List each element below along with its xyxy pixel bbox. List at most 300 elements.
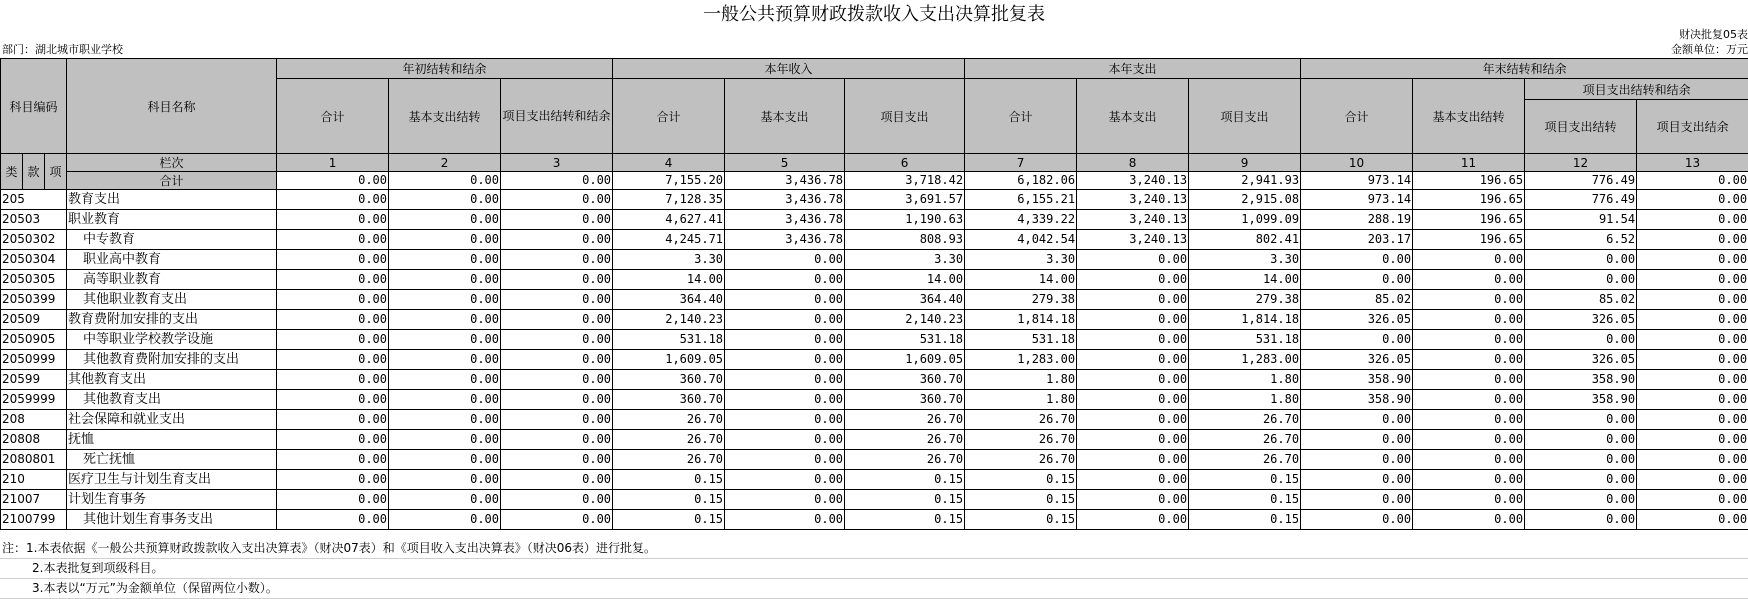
amount-cell: 3,436.78 [725,190,845,210]
amount-cell: 0.15 [613,470,725,490]
amount-cell: 3,240.13 [1077,210,1189,230]
amount-cell: 531.18 [845,330,965,350]
table-row [1,310,1748,330]
amount-cell: 196.65 [1413,230,1525,250]
amount-cell: 196.65 [1413,210,1525,230]
table-row [1,270,1748,290]
subject-name: 教育支出 [67,190,277,210]
amount-cell: 0.00 [1077,490,1189,510]
amount-cell: 0.00 [1077,430,1189,450]
amount-cell: 0.00 [725,370,845,390]
amount-cell: 360.70 [845,370,965,390]
subject-name: 其他教育支出 [67,370,277,390]
amount-cell: 358.90 [1525,370,1637,390]
amount-cell: 26.70 [845,430,965,450]
amount-cell: 1,283.00 [1189,350,1301,370]
header-lei: 类 [1,154,23,190]
amount-cell: 0.00 [389,470,501,490]
header-kuan: 款 [23,154,45,190]
amount-cell: 531.18 [1189,330,1301,350]
amount-cell: 3,436.78 [725,210,845,230]
header-current-expense: 本年支出 [965,59,1301,79]
amount-cell: 358.90 [1301,390,1413,410]
amount-cell: 0.00 [1077,290,1189,310]
col-number: 6 [845,154,965,172]
amount-cell: 0.00 [1077,250,1189,270]
amount-cell: 531.18 [965,330,1077,350]
total-cell: 0.00 [277,172,389,190]
header-subject-name: 科目名称 [67,59,277,154]
amount-cell: 0.00 [501,330,613,350]
amount-cell: 26.70 [845,450,965,470]
col-number: 13 [1637,154,1748,172]
subject-code: 2050999 [1,350,67,370]
amount-cell: 0.00 [277,330,389,350]
amount-cell: 0.00 [501,470,613,490]
col-number: 1 [277,154,389,172]
table-row [1,350,1748,370]
header-income-total: 合计 [613,79,725,154]
amount-cell: 4,245.71 [613,230,725,250]
amount-cell: 0.00 [1637,210,1748,230]
header-sum-label: 合计 [67,172,277,190]
subject-code: 20599 [1,370,67,390]
total-cell: 2,941.93 [1189,172,1301,190]
subject-name: 中专教育 [67,230,277,250]
amount-cell: 26.70 [613,430,725,450]
amount-cell: 0.00 [389,350,501,370]
amount-cell: 0.00 [1301,430,1413,450]
amount-cell: 326.05 [1301,310,1413,330]
amount-cell: 1,190.63 [845,210,965,230]
col-number: 7 [965,154,1077,172]
header-expense-basic: 基本支出 [1077,79,1189,154]
amount-cell: 0.00 [501,410,613,430]
amount-cell: 808.93 [845,230,965,250]
amount-cell: 85.02 [1301,290,1413,310]
amount-cell: 0.00 [277,450,389,470]
col-number: 2 [389,154,501,172]
subject-name: 其他职业教育支出 [67,290,277,310]
report-title: 一般公共预算财政拨款收入支出决算批复表 [0,2,1748,28]
amount-cell: 0.00 [725,450,845,470]
amount-cell: 26.70 [965,450,1077,470]
amount-cell: 0.15 [845,470,965,490]
amount-cell: 203.17 [1301,230,1413,250]
amount-cell: 0.00 [501,350,613,370]
amount-cell: 0.00 [1413,510,1525,530]
amount-cell: 0.00 [389,410,501,430]
subject-name: 教育费附加安排的支出 [67,310,277,330]
amount-cell: 360.70 [613,390,725,410]
amount-cell: 0.00 [1525,430,1637,450]
amount-cell: 6,155.21 [965,190,1077,210]
amount-cell: 1.80 [1189,370,1301,390]
amount-cell: 3.30 [965,250,1077,270]
header-ending-project-balance: 项目支出结转和结余 [1525,79,1748,100]
subject-name: 其他教育费附加安排的支出 [67,350,277,370]
table-row [1,330,1748,350]
amount-cell: 0.00 [1301,250,1413,270]
amount-cell: 0.15 [845,490,965,510]
amount-cell: 0.00 [501,510,613,530]
amount-cell: 0.00 [277,410,389,430]
subject-code: 20808 [1,430,67,450]
amount-cell: 0.00 [501,430,613,450]
amount-cell: 1,283.00 [965,350,1077,370]
total-cell: 7,155.20 [613,172,725,190]
amount-cell: 0.00 [1077,330,1189,350]
amount-cell: 0.00 [277,210,389,230]
amount-cell: 26.70 [1189,410,1301,430]
amount-cell: 3,691.57 [845,190,965,210]
department-label: 部门：湖北城市职业学校 [2,43,123,57]
amount-cell: 0.00 [1301,490,1413,510]
amount-unit-label: 金额单位：万元 [1671,43,1748,57]
amount-cell: 14.00 [1189,270,1301,290]
amount-cell: 0.00 [277,470,389,490]
amount-cell: 0.00 [501,490,613,510]
amount-cell: 0.00 [725,410,845,430]
amount-cell: 0.00 [1077,410,1189,430]
subject-code: 20503 [1,210,67,230]
amount-cell: 0.00 [1637,190,1748,210]
subject-code: 2080801 [1,450,67,470]
amount-cell: 326.05 [1525,350,1637,370]
amount-cell: 0.00 [1637,490,1748,510]
table-row [1,390,1748,410]
amount-cell: 0.00 [501,370,613,390]
amount-cell: 0.00 [1525,510,1637,530]
subject-code: 210 [1,470,67,490]
amount-cell: 0.00 [1413,250,1525,270]
amount-cell: 0.00 [501,310,613,330]
table-row [1,510,1748,530]
subject-name: 职业高中教育 [67,250,277,270]
amount-cell: 0.00 [1413,410,1525,430]
amount-cell: 0.00 [1077,270,1189,290]
amount-cell: 1,814.18 [1189,310,1301,330]
table-row [1,210,1748,230]
subject-name: 抚恤 [67,430,277,450]
amount-cell: 0.00 [389,370,501,390]
table-row [1,290,1748,310]
amount-cell: 0.00 [389,390,501,410]
subject-code: 208 [1,410,67,430]
amount-cell: 4,042.54 [965,230,1077,250]
amount-cell: 0.00 [1413,470,1525,490]
amount-cell: 26.70 [1189,430,1301,450]
header-beginning-balance: 年初结转和结余 [277,59,613,79]
amount-cell: 0.00 [389,310,501,330]
total-cell: 3,718.42 [845,172,965,190]
header-subject-code: 科目编码 [1,59,67,154]
amount-cell: 0.15 [845,510,965,530]
col-number: 3 [501,154,613,172]
amount-cell: 0.00 [1077,510,1189,530]
amount-cell: 279.38 [965,290,1077,310]
amount-cell: 0.15 [613,490,725,510]
amount-cell: 0.00 [501,290,613,310]
amount-cell: 0.00 [1637,450,1748,470]
amount-cell: 0.00 [1413,270,1525,290]
amount-cell: 0.00 [1301,270,1413,290]
amount-cell: 0.00 [1077,470,1189,490]
amount-cell: 4,627.41 [613,210,725,230]
amount-cell: 1.80 [1189,390,1301,410]
amount-cell: 0.00 [389,290,501,310]
amount-cell: 0.00 [1077,350,1189,370]
total-cell: 0.00 [389,172,501,190]
amount-cell: 0.00 [1413,290,1525,310]
amount-cell: 3.30 [1189,250,1301,270]
amount-cell: 0.00 [725,330,845,350]
subject-code: 2100799 [1,510,67,530]
amount-cell: 0.00 [1637,270,1748,290]
table-body [1,190,1748,530]
amount-cell: 0.00 [1301,510,1413,530]
amount-cell: 91.54 [1525,210,1637,230]
table-row [1,490,1748,510]
amount-cell: 0.00 [389,270,501,290]
amount-cell: 326.05 [1525,310,1637,330]
amount-cell: 0.00 [1637,370,1748,390]
table-row [1,430,1748,450]
amount-cell: 0.00 [501,390,613,410]
amount-cell: 0.00 [389,490,501,510]
subject-name: 高等职业教育 [67,270,277,290]
amount-cell: 0.00 [725,470,845,490]
header-ending-project-carry: 项目支出结转 [1525,100,1637,154]
amount-cell: 4,339.22 [965,210,1077,230]
amount-cell: 0.00 [1637,470,1748,490]
amount-cell: 776.49 [1525,190,1637,210]
subject-name: 计划生育事务 [67,490,277,510]
amount-cell: 1.80 [965,390,1077,410]
amount-cell: 0.00 [1301,450,1413,470]
amount-cell: 0.00 [725,290,845,310]
amount-cell: 364.40 [613,290,725,310]
header-ending-project-surplus: 项目支出结余 [1637,100,1748,154]
note-3: 3.本表以“万元”为金额单位（保留两位小数）。 [0,579,1748,599]
header-column-no: 栏次 [67,154,277,172]
amount-cell: 0.00 [1525,490,1637,510]
amount-cell: 0.00 [725,390,845,410]
note-2: 2.本表批复到项级科目。 [0,559,1748,579]
amount-cell: 288.19 [1301,210,1413,230]
amount-cell: 0.00 [501,190,613,210]
amount-cell: 26.70 [613,450,725,470]
subject-name: 中等职业学校教学设施 [67,330,277,350]
amount-cell: 0.00 [501,230,613,250]
amount-cell: 0.00 [1637,510,1748,530]
amount-cell: 0.15 [1189,470,1301,490]
amount-cell: 14.00 [613,270,725,290]
subject-name: 其他教育支出 [67,390,277,410]
subject-code: 2050905 [1,330,67,350]
amount-cell: 364.40 [845,290,965,310]
amount-cell: 1,814.18 [965,310,1077,330]
total-cell: 6,182.06 [965,172,1077,190]
amount-cell: 0.00 [1525,250,1637,270]
amount-cell: 0.00 [277,350,389,370]
amount-cell: 0.00 [1637,330,1748,350]
amount-cell: 85.02 [1525,290,1637,310]
amount-cell: 1.80 [965,370,1077,390]
amount-cell: 0.00 [1077,370,1189,390]
amount-cell: 0.00 [1637,410,1748,430]
total-cell: 196.65 [1413,172,1525,190]
amount-cell: 0.00 [1637,350,1748,370]
approval-table [0,58,1748,530]
amount-cell: 0.00 [1413,370,1525,390]
amount-cell: 0.00 [389,450,501,470]
subject-code: 21007 [1,490,67,510]
amount-cell: 358.90 [1301,370,1413,390]
table-row [1,450,1748,470]
amount-cell: 0.00 [277,250,389,270]
amount-cell: 0.00 [1077,390,1189,410]
amount-cell: 1,099.09 [1189,210,1301,230]
header-ending-total: 合计 [1301,79,1413,154]
amount-cell: 0.00 [389,330,501,350]
amount-cell: 0.00 [501,250,613,270]
amount-cell: 0.00 [1413,430,1525,450]
col-number: 4 [613,154,725,172]
amount-cell: 0.00 [277,290,389,310]
amount-cell: 0.00 [1413,390,1525,410]
amount-cell: 0.00 [1301,470,1413,490]
amount-cell: 326.05 [1301,350,1413,370]
amount-cell: 26.70 [965,430,1077,450]
amount-cell: 0.00 [1525,450,1637,470]
subject-code: 205 [1,190,67,210]
table-row [1,190,1748,210]
col-number: 12 [1525,154,1637,172]
header-income-project: 项目支出 [845,79,965,154]
amount-cell: 360.70 [613,370,725,390]
amount-cell: 0.00 [1413,450,1525,470]
amount-cell: 0.00 [1077,450,1189,470]
amount-cell: 0.15 [1189,510,1301,530]
amount-cell: 0.00 [1637,290,1748,310]
amount-cell: 2,140.23 [845,310,965,330]
notes-section [0,539,1748,599]
amount-cell: 7,128.35 [613,190,725,210]
header-xiang: 项 [45,154,67,190]
amount-cell: 0.00 [277,490,389,510]
amount-cell: 0.00 [389,510,501,530]
amount-cell: 0.15 [613,510,725,530]
amount-cell: 0.00 [277,390,389,410]
table-row [1,250,1748,270]
amount-cell: 0.00 [277,270,389,290]
table-row [1,410,1748,430]
col-number: 8 [1077,154,1189,172]
amount-cell: 0.15 [965,490,1077,510]
amount-cell: 0.00 [389,250,501,270]
amount-cell: 0.00 [1525,330,1637,350]
header-beginning-project-carry: 项目支出结转和结余 [501,79,613,154]
amount-cell: 360.70 [845,390,965,410]
amount-cell: 0.00 [389,430,501,450]
amount-cell: 279.38 [1189,290,1301,310]
amount-cell: 0.00 [501,450,613,470]
amount-cell: 0.00 [1637,230,1748,250]
amount-cell: 3,240.13 [1077,190,1189,210]
amount-cell: 973.14 [1301,190,1413,210]
subject-name: 医疗卫生与计划生育支出 [67,470,277,490]
total-cell: 3,436.78 [725,172,845,190]
header-ending-basic-carry: 基本支出结转 [1413,79,1525,154]
amount-cell: 0.00 [277,190,389,210]
amount-cell: 26.70 [613,410,725,430]
subject-code: 2059999 [1,390,67,410]
amount-cell: 0.00 [1413,310,1525,330]
amount-cell: 0.15 [1189,490,1301,510]
amount-cell: 14.00 [965,270,1077,290]
amount-cell: 0.00 [1301,330,1413,350]
total-cell: 776.49 [1525,172,1637,190]
amount-cell: 0.00 [1077,310,1189,330]
amount-cell: 14.00 [845,270,965,290]
amount-cell: 0.00 [277,430,389,450]
amount-cell: 0.00 [1637,250,1748,270]
amount-cell: 1,609.05 [845,350,965,370]
amount-cell: 0.00 [1637,310,1748,330]
note-1: 注：1.本表依据《一般公共预算财政拨款收入支出决算表》（财决07表）和《项目收入支出决算表》（财决06表）进行批复。 [0,539,1748,559]
table-row [1,230,1748,250]
header-beginning-total: 合计 [277,79,389,154]
col-number: 11 [1413,154,1525,172]
amount-cell: 0.00 [725,270,845,290]
subject-name: 社会保障和就业支出 [67,410,277,430]
amount-cell: 0.00 [277,510,389,530]
amount-cell: 3.30 [613,250,725,270]
amount-cell: 0.00 [1637,430,1748,450]
header-ending-balance: 年末结转和结余 [1301,59,1748,79]
subject-code: 2050305 [1,270,67,290]
total-cell: 3,240.13 [1077,172,1189,190]
amount-cell: 0.00 [277,370,389,390]
amount-cell: 802.41 [1189,230,1301,250]
amount-cell: 0.00 [501,210,613,230]
amount-cell: 1,609.05 [613,350,725,370]
subject-code: 2050302 [1,230,67,250]
header-expense-project: 项目支出 [1189,79,1301,154]
amount-cell: 0.15 [965,470,1077,490]
subject-name: 死亡抚恤 [67,450,277,470]
total-cell: 0.00 [501,172,613,190]
table-row [1,470,1748,490]
amount-cell: 3.30 [845,250,965,270]
header-beginning-basic-carry: 基本支出结转 [389,79,501,154]
amount-cell: 0.00 [725,510,845,530]
amount-cell: 0.00 [277,310,389,330]
amount-cell: 2,140.23 [613,310,725,330]
form-number: 财决批复05表 [1679,28,1748,42]
amount-cell: 0.00 [1637,390,1748,410]
total-cell: 0.00 [1637,172,1748,190]
amount-cell: 0.00 [1525,470,1637,490]
amount-cell: 26.70 [1189,450,1301,470]
subject-name: 其他计划生育事务支出 [67,510,277,530]
amount-cell: 0.00 [725,490,845,510]
subject-name: 职业教育 [67,210,277,230]
amount-cell: 26.70 [845,410,965,430]
col-number: 5 [725,154,845,172]
amount-cell: 0.00 [389,190,501,210]
